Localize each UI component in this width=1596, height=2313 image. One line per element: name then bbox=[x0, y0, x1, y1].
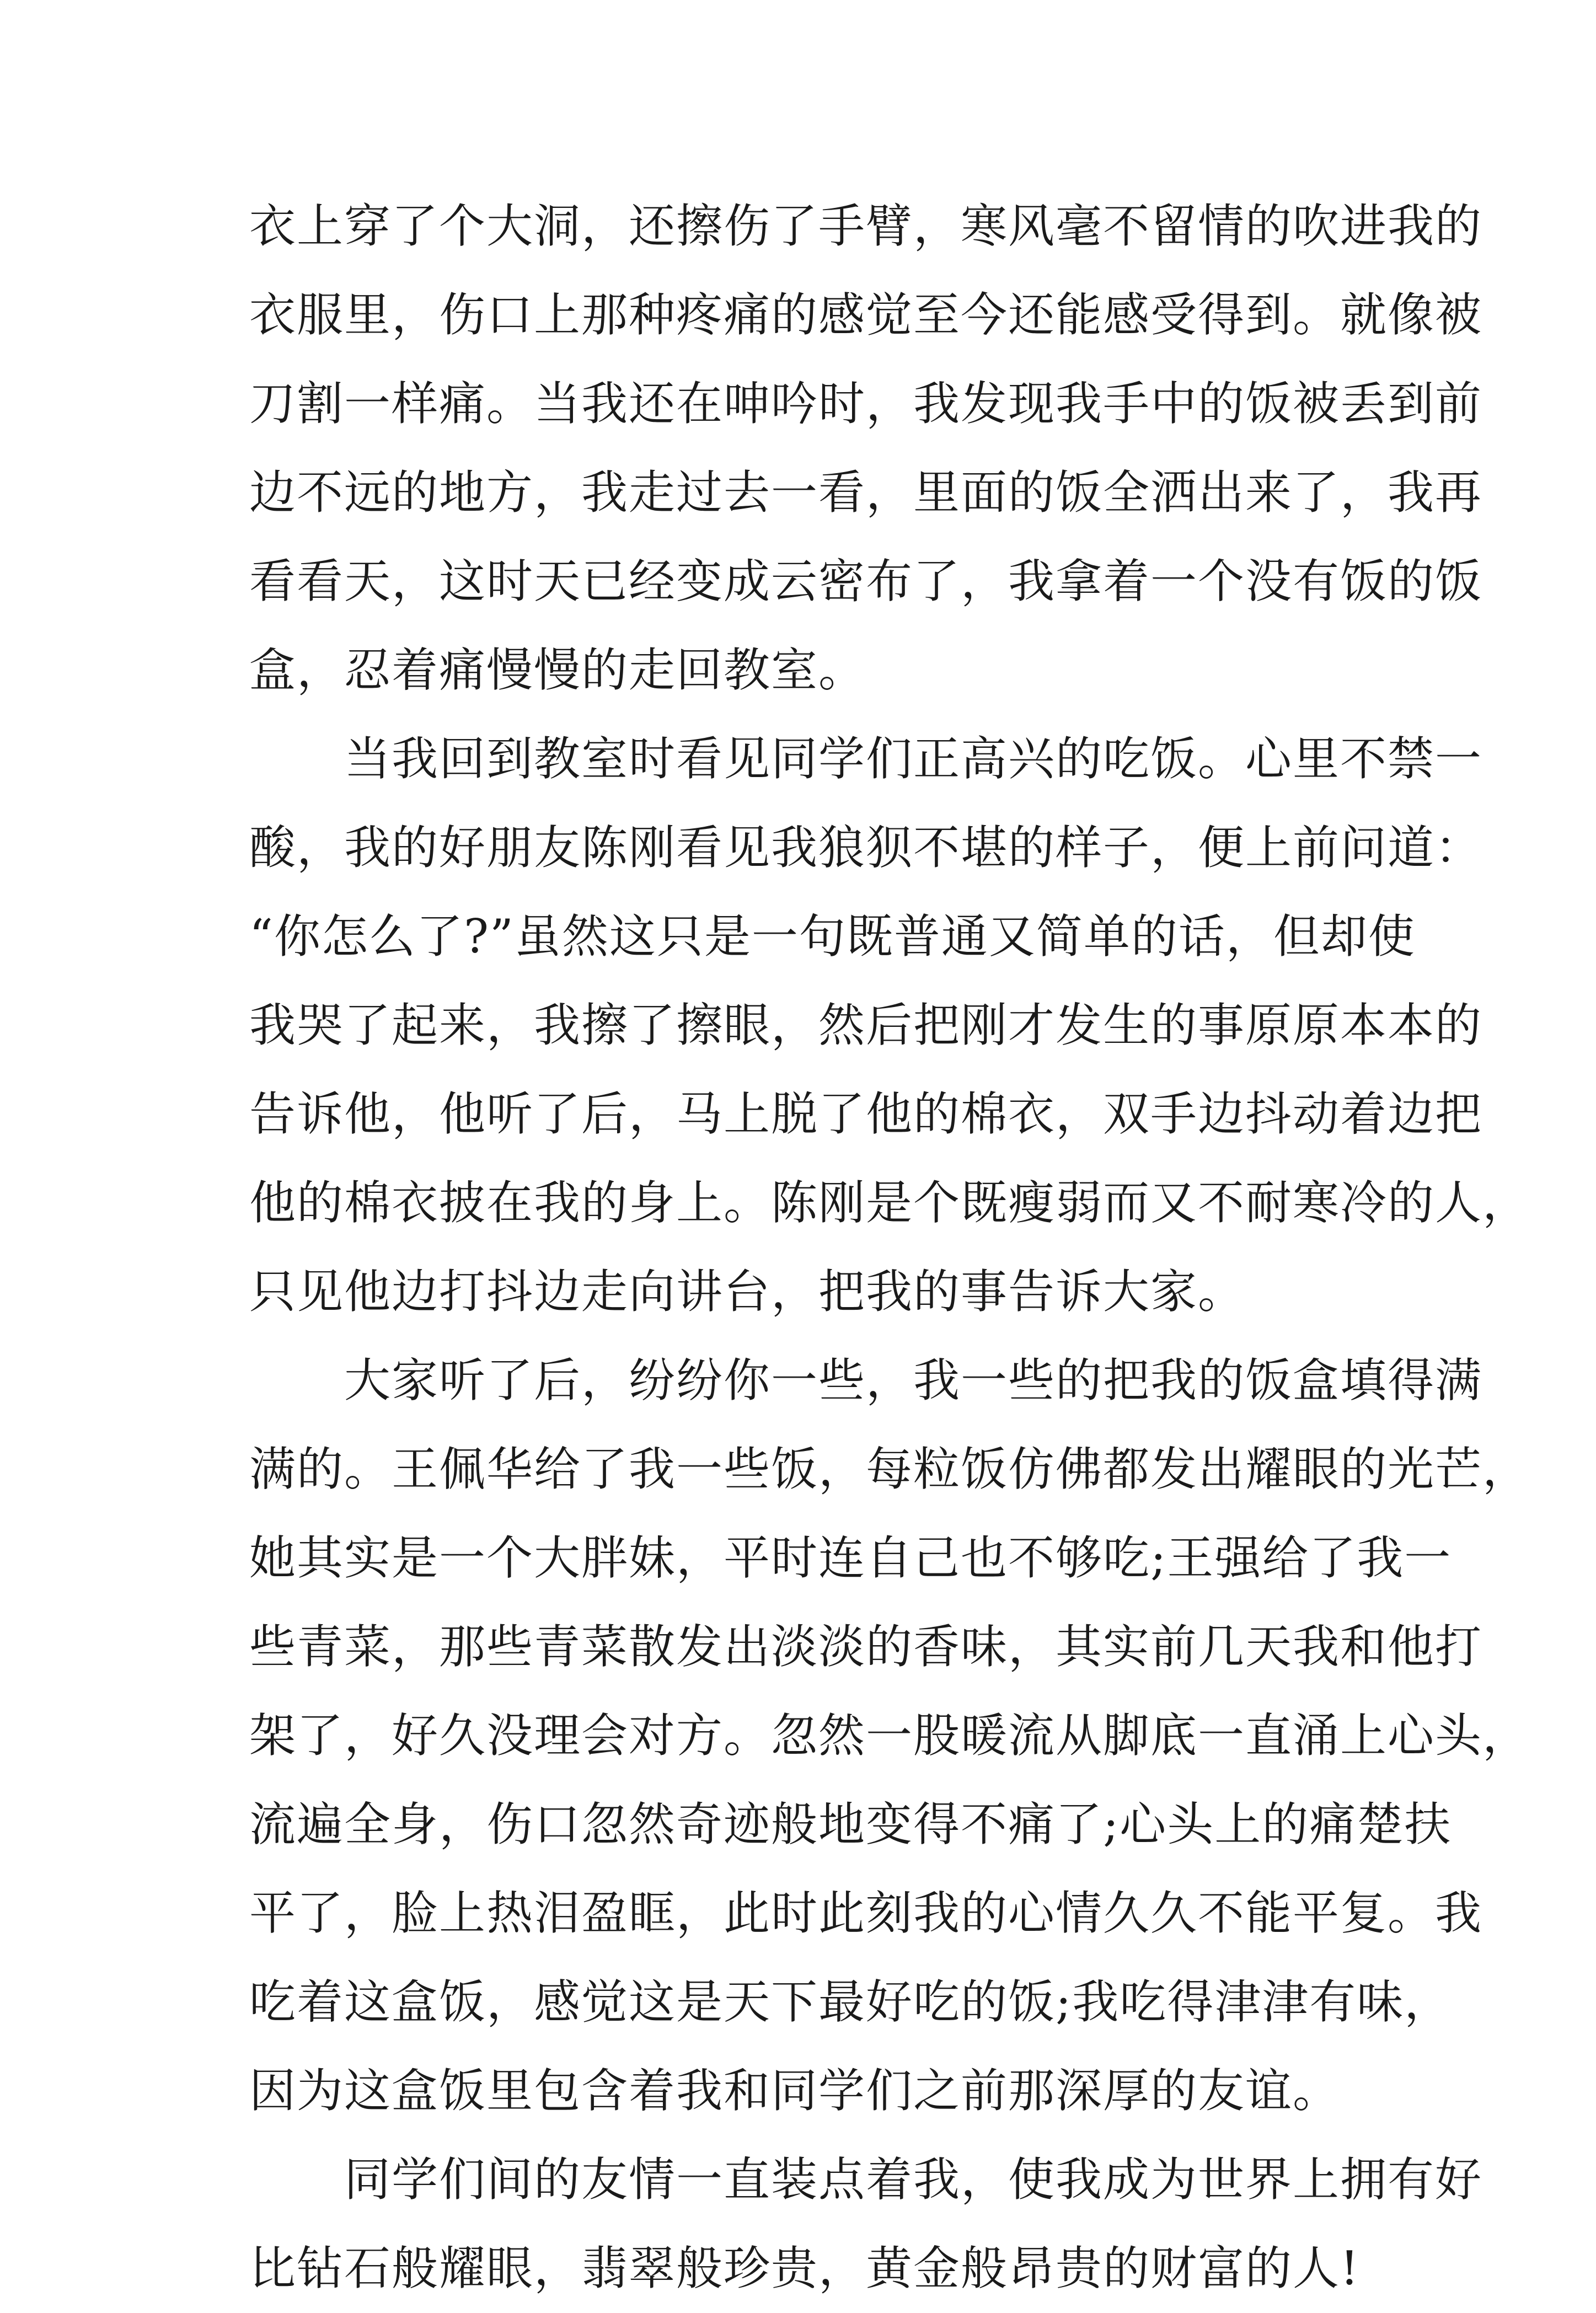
paragraph-1 bbox=[249, 182, 1483, 715]
text-line: 同学们间的友情一直装点着我，使我成为世界上拥有好 bbox=[249, 2153, 1483, 2207]
text-line: “你怎么了?”虽然这只是一句既普通又简单的话，但却使 bbox=[249, 909, 1416, 963]
text-line: 盒，忍着痛慢慢的走回教室。 bbox=[249, 643, 866, 697]
paragraph-2 bbox=[249, 715, 1530, 1336]
text-line: 因为这盒饭里包含着我和同学们之前那深厚的友谊。 bbox=[249, 2064, 1341, 2118]
text-line: 比钻石般耀眼，翡翠般珍贵，黄金般昂贵的财富的人! bbox=[249, 2241, 1360, 2295]
text-line: 当我回到教室时看见同学们正高兴的吃饭。心里不禁一 bbox=[249, 732, 1483, 786]
paragraph-3 bbox=[249, 1336, 1530, 2135]
text-line: 刀割一样痛。当我还在呻吟时，我发现我手中的饭被丢到前 bbox=[249, 377, 1483, 431]
text-line: 吃着这盒饭，感觉这是天下最好吃的饭;我吃得津津有味， bbox=[249, 1975, 1452, 2029]
text-line: 告诉他，他听了后，马上脱了他的棉衣，双手边抖动着边把 bbox=[249, 1087, 1483, 1141]
text-line: 架了，好久没理会对方。忽然一股暖流从脚底一直涌上心头， bbox=[249, 1709, 1530, 1763]
text-line: 我哭了起来，我擦了擦眼，然后把刚才发生的事原原本本的 bbox=[249, 998, 1483, 1052]
text-line: 衣上穿了个大洞，还擦伤了手臂，寒风毫不留情的吹进我的 bbox=[249, 199, 1483, 253]
text-line: 平了，脸上热泪盈眶，此时此刻我的心情久久不能平复。我 bbox=[249, 1886, 1483, 1940]
text-line: 些青菜，那些青菜散发出淡淡的香味，其实前几天我和他打 bbox=[249, 1620, 1483, 1674]
text-line: 看看天，这时天已经变成云密布了，我拿着一个没有饭的饭 bbox=[249, 554, 1483, 608]
text-line: 衣服里，伤口上那种疼痛的感觉至今还能感受得到。就像被 bbox=[249, 288, 1483, 342]
document-body bbox=[249, 182, 1530, 2313]
text-line: 边不远的地方，我走过去一看，里面的饭全洒出来了，我再 bbox=[249, 465, 1483, 520]
text-line: 他的棉衣披在我的身上。陈刚是个既瘦弱而又不耐寒冷的人， bbox=[249, 1176, 1530, 1230]
text-line: 她其实是一个大胖妹，平时连自己也不够吃;王强给了我一 bbox=[249, 1531, 1452, 1585]
text-line: 满的。王佩华给了我一些饭，每粒饭仿佛都发出耀眼的光芒， bbox=[249, 1442, 1530, 1496]
text-line: 只见他边打抖边走向讲台，把我的事告诉大家。 bbox=[249, 1265, 1246, 1319]
text-line: 流遍全身，伤口忽然奇迹般地变得不痛了;心头上的痛楚扶 bbox=[249, 1797, 1452, 1851]
text-line: 酸，我的好朋友陈刚看见我狼狈不堪的样子，便上前问道： bbox=[249, 821, 1483, 875]
paragraph-4 bbox=[249, 2135, 1483, 2313]
text-line: 大家听了后，纷纷你一些，我一些的把我的饭盒填得满 bbox=[249, 1353, 1483, 1407]
